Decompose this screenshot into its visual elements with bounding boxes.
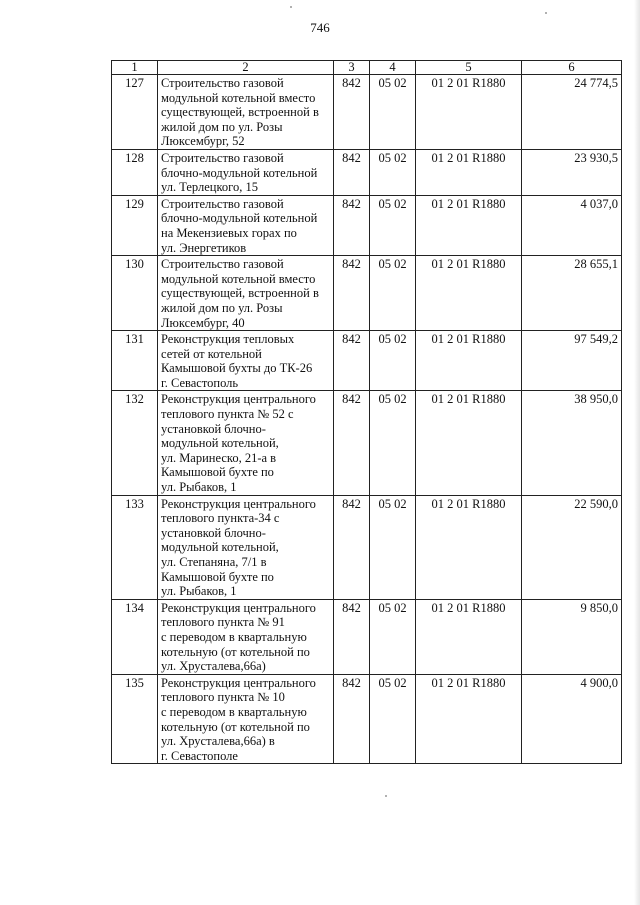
row-name — [158, 391, 334, 495]
row-name-line: ул. Терлецкого, 15 — [161, 180, 258, 195]
row-name-line: теплового пункта № 52 с — [161, 407, 294, 422]
table-row — [112, 149, 622, 195]
header-col-5: 5 — [416, 61, 522, 75]
row-amount: 23 930,5 — [522, 149, 622, 195]
row-name-line: Люксембург, 52 — [161, 134, 245, 149]
row-name-line: Реконструкция центрального — [161, 600, 316, 615]
row-name-line: Камышовой бухты до ТК-26 — [161, 361, 313, 376]
row-name — [158, 256, 334, 331]
row-name-line: с переводом в квартальную — [161, 704, 307, 719]
row-amount: 9 850,0 — [522, 599, 622, 674]
row-amount: 38 950,0 — [522, 391, 622, 495]
row-name-line: ул. Рыбаков, 1 — [161, 584, 237, 599]
row-code-3: 842 — [334, 331, 370, 391]
table-row — [112, 674, 622, 764]
row-code-4: 05 02 — [370, 256, 416, 331]
row-code-3: 842 — [334, 495, 370, 599]
row-number: 135 — [112, 674, 158, 764]
row-code-4: 05 02 — [370, 195, 416, 255]
row-name — [158, 195, 334, 255]
table-row — [112, 75, 622, 150]
row-name-line: Реконструкция тепловых — [161, 332, 295, 347]
table-row — [112, 195, 622, 255]
row-name-line: ул. Энергетиков — [161, 240, 247, 255]
row-code-3: 842 — [334, 391, 370, 495]
row-name-line: теплового пункта № 91 — [161, 615, 285, 630]
row-code-3: 842 — [334, 75, 370, 150]
row-code-5: 01 2 01 R1880 — [416, 75, 522, 150]
row-name-line: существующей, встроенной в — [161, 105, 319, 120]
row-name-line: установкой блочно- — [161, 421, 266, 436]
row-name-line: существующей, встроенной в — [161, 286, 319, 301]
row-code-3: 842 — [334, 195, 370, 255]
row-name-line: модульной котельной вместо — [161, 271, 316, 286]
row-name-line: Строительство газовой — [161, 150, 284, 165]
header-col-4: 4 — [370, 61, 416, 75]
header-col-3: 3 — [334, 61, 370, 75]
row-name — [158, 149, 334, 195]
row-name-line: г. Севастополь — [161, 375, 239, 390]
row-number: 133 — [112, 495, 158, 599]
row-name-line: установкой блочно- — [161, 525, 266, 540]
header-col-6: 6 — [522, 61, 622, 75]
row-code-3: 842 — [334, 599, 370, 674]
row-name-line: на Мекензиевых горах по — [161, 225, 297, 240]
row-name-line: с переводом в квартальную — [161, 629, 307, 644]
row-name-line: блочно-модульной котельной — [161, 165, 318, 180]
row-code-3: 842 — [334, 674, 370, 764]
row-name-line: ул. Рыбаков, 1 — [161, 480, 237, 495]
row-code-4: 05 02 — [370, 495, 416, 599]
row-amount: 97 549,2 — [522, 331, 622, 391]
row-code-5: 01 2 01 R1880 — [416, 149, 522, 195]
row-amount: 28 655,1 — [522, 256, 622, 331]
row-code-4: 05 02 — [370, 391, 416, 495]
table-row — [112, 495, 622, 599]
row-name-line: теплового пункта № 10 — [161, 690, 285, 705]
row-name-line: сетей от котельной — [161, 346, 262, 361]
row-code-4: 05 02 — [370, 674, 416, 764]
row-number: 128 — [112, 149, 158, 195]
header-col-1: 1 — [112, 61, 158, 75]
table-row — [112, 599, 622, 674]
scan-speck — [385, 795, 387, 797]
row-code-4: 05 02 — [370, 599, 416, 674]
row-amount: 4 037,0 — [522, 195, 622, 255]
scan-speck — [290, 6, 292, 8]
row-name-line: Реконструкция центрального — [161, 496, 316, 511]
row-code-5: 01 2 01 R1880 — [416, 599, 522, 674]
row-name-line: котельную (от котельной по — [161, 644, 310, 659]
row-name-line: Люксембург, 40 — [161, 315, 245, 330]
row-code-5: 01 2 01 R1880 — [416, 674, 522, 764]
row-amount: 22 590,0 — [522, 495, 622, 599]
row-name-line: г. Севастополе — [161, 748, 238, 763]
table-body — [112, 75, 622, 764]
row-name-line: Строительство газовой — [161, 196, 284, 211]
row-name-line: Камышовой бухте по — [161, 569, 274, 584]
row-name — [158, 495, 334, 599]
row-code-5: 01 2 01 R1880 — [416, 391, 522, 495]
row-number: 130 — [112, 256, 158, 331]
table-row — [112, 256, 622, 331]
table-row — [112, 331, 622, 391]
row-code-3: 842 — [334, 149, 370, 195]
row-code-5: 01 2 01 R1880 — [416, 331, 522, 391]
row-number: 129 — [112, 195, 158, 255]
row-name-line: Строительство газовой — [161, 76, 284, 90]
row-name-line: модульной котельной, — [161, 436, 279, 451]
row-name-line: Реконструкция центрального — [161, 675, 316, 690]
row-number: 127 — [112, 75, 158, 150]
row-name-line: ул. Степаняна, 7/1 в — [161, 555, 267, 569]
table-row — [112, 391, 622, 495]
row-name-line: котельную (от котельной по — [161, 719, 310, 734]
row-name — [158, 331, 334, 391]
row-name-line: Камышовой бухте по — [161, 465, 274, 480]
scan-edge — [634, 0, 640, 905]
row-amount: 4 900,0 — [522, 674, 622, 764]
row-code-4: 05 02 — [370, 149, 416, 195]
header-row — [112, 61, 622, 75]
row-code-4: 05 02 — [370, 331, 416, 391]
row-name — [158, 674, 334, 764]
row-name-line: Реконструкция центрального — [161, 392, 316, 407]
row-name-line: модульной котельной вместо — [161, 90, 316, 105]
row-code-5: 01 2 01 R1880 — [416, 195, 522, 255]
row-code-5: 01 2 01 R1880 — [416, 495, 522, 599]
row-name-line: ул. Хрусталева,66а) в — [161, 734, 275, 749]
row-name-line: блочно-модульной котельной — [161, 211, 318, 226]
row-name — [158, 75, 334, 150]
row-name-line: ул. Хрусталева,66а) — [161, 659, 266, 674]
row-number: 131 — [112, 331, 158, 391]
page-number: 746 — [310, 20, 330, 35]
header-col-2: 2 — [158, 61, 334, 75]
row-name-line: ул. Маринеско, 21-а в — [161, 450, 277, 465]
row-name-line: жилой дом по ул. Розы — [161, 300, 283, 315]
row-code-5: 01 2 01 R1880 — [416, 256, 522, 331]
row-code-3: 842 — [334, 256, 370, 331]
row-name-line: теплового пункта-34 с — [161, 511, 280, 526]
row-number: 134 — [112, 599, 158, 674]
row-code-4: 05 02 — [370, 75, 416, 150]
row-amount: 24 774,5 — [522, 75, 622, 150]
row-name-line: жилой дом по ул. Розы — [161, 119, 283, 134]
row-name — [158, 599, 334, 674]
row-name-line: Строительство газовой — [161, 257, 284, 272]
scan-speck — [545, 12, 547, 14]
row-number: 132 — [112, 391, 158, 495]
row-name-line: модульной котельной, — [161, 540, 279, 555]
budget-table — [111, 60, 622, 764]
